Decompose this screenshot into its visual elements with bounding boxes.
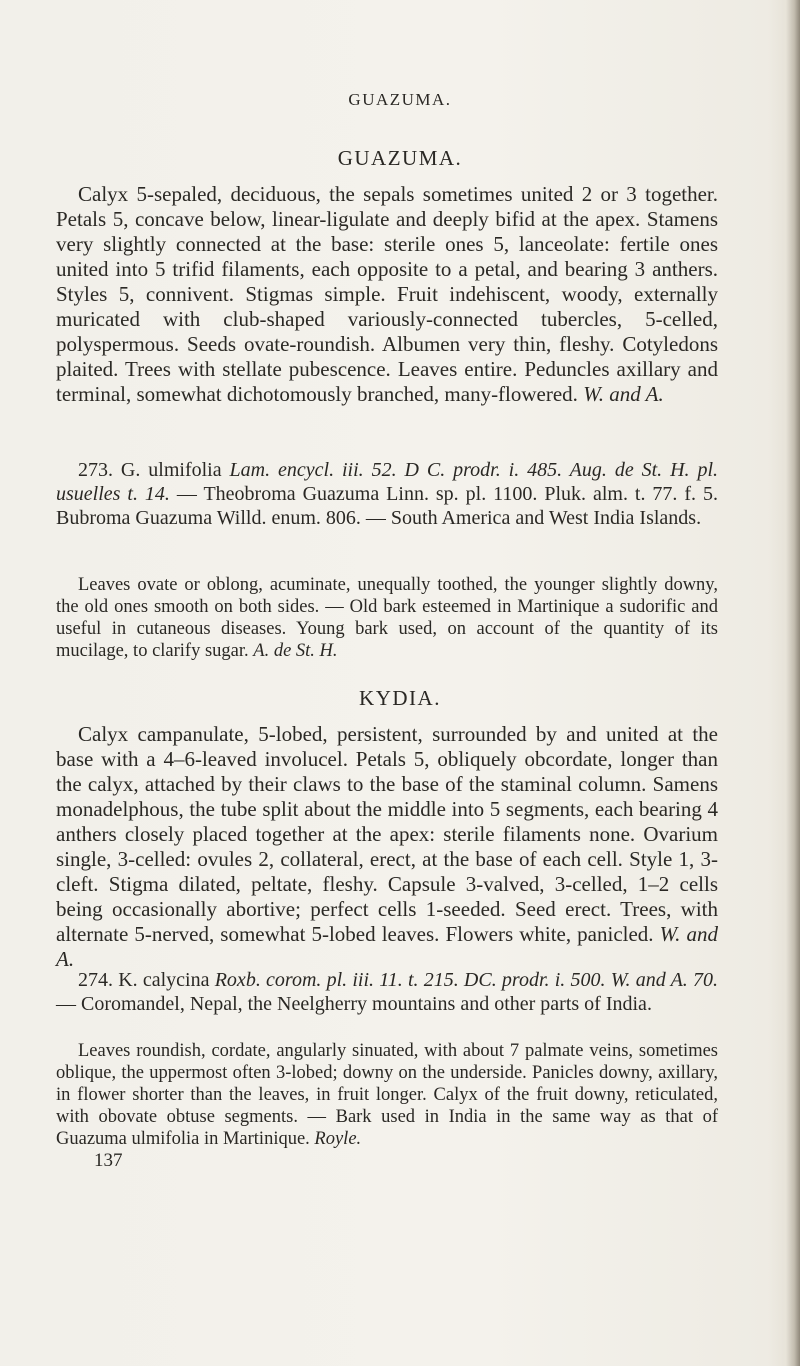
kydia-genus-description: Calyx campanulate, 5-lobed, persistent, surrounded by and united at the base with a 4–6-leaved involucel. Petals 5, obliquely obcordate, longer than the calyx, attached by their claws to the base of the staminal column. Samens monadelphous, the tube split about the middle into 5 segments, each bearing 4 anthers closely placed together at the apex: sterile filaments none. Ovarium single, 3-celled: ovules 2, collateral, erect, at the base of each cell. Style 1, 3-cleft. Stigma dilated, peltate, fleshy. Capsule 3-valved, 3-celled, 1–2 cells being occasionally abortive; perfect cells 1-seeded. Seed erect. Trees, with alternate 5-nerved, somewhat 5-lobed leaves. Flowers white, panicled. W. and A. (56, 722, 718, 971)
kydia-species-notes: Leaves roundish, cordate, angularly sinuated, with about 7 palmate veins, sometimes oblique, the uppermost often 3-lobed; downy on the underside. Panicles downy, axillary, in flower shorter than the leaves, in fruit longer. Calyx of the fruit downy, reticulated, with obovate obtuse segments. — Bark used in India in the same way as that of Guazuma ulmifolia in Martinique. Royle. (56, 1041, 718, 1149)
species-synonymy: Roxb. corom. pl. iii. 11. t. 215. DC. prodr. i. 500. W. and A. 70. (214, 969, 719, 991)
species-name: G. ulmifolia (120, 459, 222, 481)
species-number: 273. (78, 459, 113, 481)
kydia-species-entry (56, 968, 718, 1016)
guazuma-genus-authority: W. and A. (583, 382, 664, 406)
notes-authority: A. de St. H. (253, 641, 338, 661)
species-synonymy-2: — Theobroma Guazuma Linn. sp. pl. 1100. Pluk. alm. t. 77. f. 5. Bubroma Guazuma Willd. enum. 806. (56, 483, 718, 529)
running-head: GUAZUMA. (348, 90, 452, 109)
species-synonymy: Lam. encycl. iii. 52. D C. prodr. i. 485. Aug. de St. H. pl. usuelles t. 14. (56, 459, 719, 505)
kydia-genus-authority: W. and A. (56, 922, 718, 971)
genus-title-kydia: KYDIA. (359, 686, 441, 710)
species-number: 274. (78, 969, 113, 991)
guazuma-species-entry (56, 458, 718, 530)
guazuma-genus-description: Calyx 5-sepaled, deciduous, the sepals sometimes united 2 or 3 together. Petals 5, concave below, linear-ligulate and deeply bifid at the apex. Stamens very slightly connected at the base: sterile ones 5, lanceolate: fertile ones united into 5 trifid filaments, each opposite to a petal, and bearing 3 anthers. Styles 5, connivent. Stigmas simple. Fruit indehiscent, woody, externally muricated with club-shaped variously-connected tubercles, 5-celled, polyspermous. Seeds ovate-roundish. Albumen very thin, fleshy. Cotyledons plaited. Trees with stellate pubescence. Leaves entire. Peduncles axillary and terminal, somewhat dichotomously branched, many-flowered. W. and A. (56, 182, 718, 406)
guazuma-species-notes: Leaves ovate or oblong, acuminate, unequally toothed, the younger slightly downy, the old ones smooth on both sides. — Old bark esteemed in Martinique a sudorific and useful in cutaneous diseases. Young bark used, on account of the quantity of its mucilage, to clarify sugar. A. de St. H. (56, 575, 718, 661)
page-number: 137 (94, 1150, 123, 1171)
species-name: K. calycina (118, 969, 210, 991)
species-habitat: — South America and West India Islands. (365, 507, 702, 529)
notes-authority: Royle. (314, 1129, 362, 1149)
species-habitat: — Coromandel, Nepal, the Neelgherry mountains and other parts of India. (56, 993, 652, 1015)
genus-title-guazuma: GUAZUMA. (337, 146, 463, 170)
page-gutter-shadow (786, 0, 800, 1366)
